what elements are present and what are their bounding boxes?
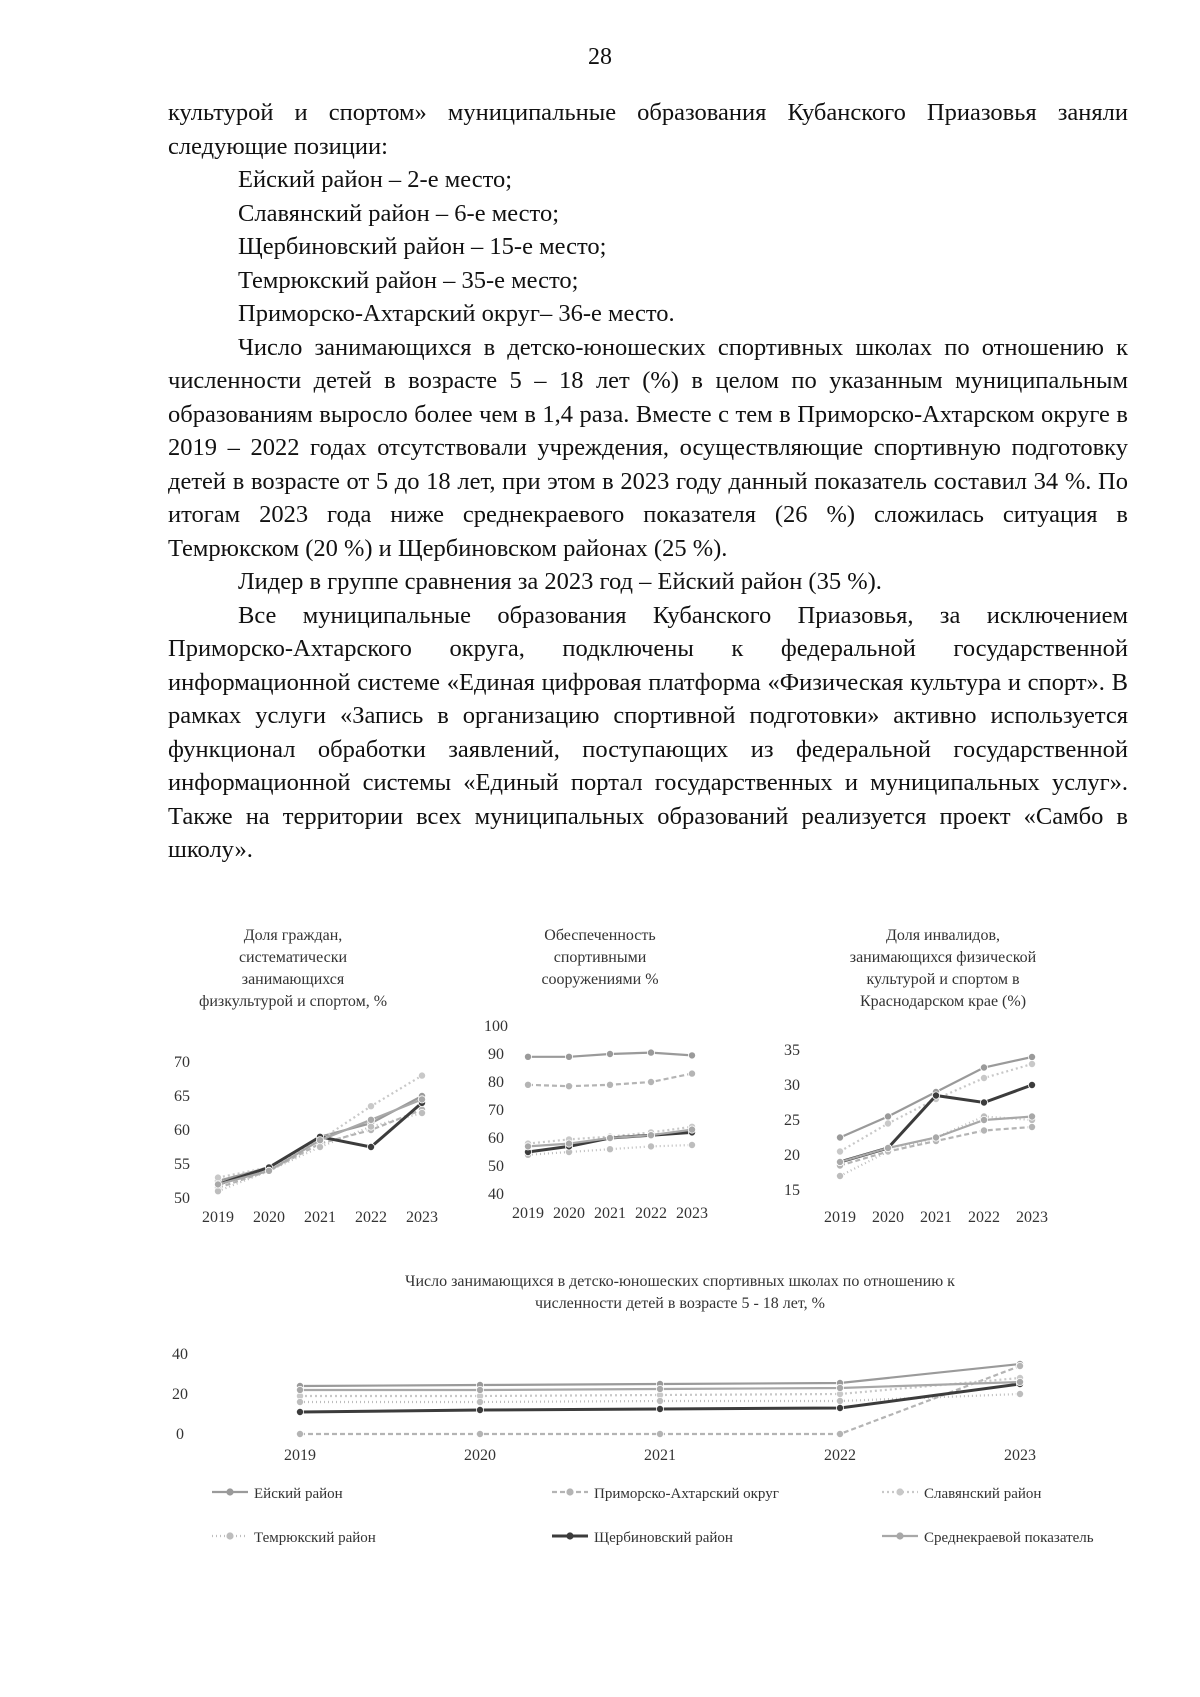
data-point [932,1134,939,1141]
y-tick-label: 55 [174,1156,190,1173]
data-point [836,1134,843,1141]
data-point [980,1064,987,1071]
data-point [884,1113,891,1120]
data-point [884,1144,891,1151]
y-tick-label: 65 [174,1088,190,1105]
data-point [476,1406,483,1413]
data-point [367,1116,374,1123]
series-line [218,1076,422,1178]
chart-title-line: спортивными [553,949,647,966]
y-tick-label: 0 [176,1426,184,1443]
data-point [265,1167,272,1174]
data-point [524,1053,531,1060]
data-point [214,1181,221,1188]
data-point [606,1050,613,1057]
legend-swatch-5 [880,1530,920,1547]
data-point [524,1081,531,1088]
legend-label-2: Славянский район [924,1486,1042,1502]
series-line [840,1127,1032,1166]
legend-swatch-graphic [880,1530,920,1542]
chart-sport-share [160,920,480,1250]
data-point [316,1137,323,1144]
data-point [296,1398,303,1405]
data-point [656,1397,663,1404]
legend-swatch-graphic [880,1486,920,1498]
data-point [214,1174,221,1181]
legend-swatch-0 [210,1486,250,1503]
x-tick-label: 2023 [676,1205,708,1222]
data-point [476,1386,483,1393]
data-point [214,1188,221,1195]
x-tick-label: 2021 [304,1209,336,1226]
data-point [367,1103,374,1110]
x-tick-label: 2022 [635,1205,667,1222]
legend-item-0 [210,1486,343,1503]
legend-swatch-2 [880,1486,920,1503]
data-point [418,1072,425,1079]
data-point [296,1386,303,1393]
legend-swatch-graphic [210,1486,250,1498]
legend-item-2 [880,1486,1041,1503]
y-tick-label: 20 [784,1147,800,1164]
data-point [1016,1378,1023,1385]
data-point [688,1141,695,1148]
legend-swatch-4 [550,1530,590,1547]
chart-title-line: численности детей в возрасте 5 - 18 лет, % [534,1295,826,1312]
x-tick-label: 2019 [824,1209,856,1226]
data-point [647,1049,654,1056]
x-tick-label: 2021 [644,1447,676,1464]
legend-swatch-marker [226,1488,233,1495]
data-point [836,1404,843,1411]
data-point [1028,1060,1035,1067]
data-point [647,1143,654,1150]
y-tick-label: 50 [174,1190,190,1207]
data-point [836,1384,843,1391]
data-point [647,1132,654,1139]
y-tick-label: 40 [172,1346,188,1363]
legend-item-4 [550,1530,733,1547]
legend-swatch-marker [896,1488,903,1495]
y-tick-label: 90 [488,1046,504,1063]
y-tick-label: 80 [488,1074,504,1091]
list-item-4: Темрюкский район – 35-е место; [238,266,579,294]
x-tick-label: 2023 [1004,1447,1036,1464]
data-point [932,1092,939,1099]
y-tick-label: 35 [784,1042,800,1059]
chart-title-line: сооружениями % [541,971,659,988]
data-point [476,1398,483,1405]
paragraph-1: культурой и спортом» муниципальные образования Кубанского Приазовья заняли следующие позиции: [168,99,1128,160]
data-point [565,1083,572,1090]
x-tick-label: 2021 [920,1209,952,1226]
legend-label-0: Ейский район [254,1486,343,1502]
data-point [606,1134,613,1141]
data-point [1016,1362,1023,1369]
legend-swatch-graphic [550,1530,590,1542]
x-tick-label: 2020 [253,1209,285,1226]
data-point [606,1081,613,1088]
data-point [565,1053,572,1060]
chart-title-line: Обеспеченность [544,927,656,944]
x-tick-label: 2023 [406,1209,438,1226]
data-point [688,1070,695,1077]
body-text [168,96,1128,867]
chart-title-line: занимающихся [241,971,345,988]
data-point [296,1430,303,1437]
legend-label-4: Щербиновский район [594,1530,733,1546]
page-number: 28 [588,44,612,70]
list-item-1: Ейский район – 2-е место; [238,166,513,193]
chart-title-line: Доля инвалидов, [886,927,1000,944]
legend-item-5 [880,1530,1094,1547]
y-tick-label: 60 [174,1122,190,1139]
legend-swatch-marker [566,1532,573,1539]
x-tick-label: 2020 [872,1209,904,1226]
y-tick-label: 50 [488,1158,504,1175]
chart-title-line: Краснодарском крае (%) [859,993,1027,1010]
x-tick-label: 2020 [464,1447,496,1464]
chart-title-line: систематически [238,949,348,966]
data-point [418,1096,425,1103]
data-point [836,1148,843,1155]
data-point [980,1127,987,1134]
legend-swatch-marker [566,1488,573,1495]
legend-swatch-1 [550,1486,590,1503]
series-line [218,1113,422,1191]
list-item-3: Щербиновский район – 15-е место; [238,233,607,260]
legend-label-3: Темрюкский район [254,1530,376,1546]
y-tick-label: 40 [488,1186,504,1203]
x-tick-label: 2021 [594,1205,626,1222]
data-point [688,1052,695,1059]
chart-youth-schools [160,1262,1140,1482]
data-point [980,1074,987,1081]
y-tick-label: 25 [784,1112,800,1129]
data-point [656,1385,663,1392]
legend-swatch-graphic [210,1530,250,1542]
y-tick-label: 20 [172,1386,188,1403]
data-point [688,1126,695,1133]
y-tick-label: 15 [784,1182,800,1199]
x-tick-label: 2019 [512,1205,544,1222]
chart-title-line: занимающихся физической [849,949,1037,966]
chart-facilities [484,920,790,1250]
legend-swatch-3 [210,1530,250,1547]
legend-swatch-marker [896,1532,903,1539]
legend-item-1 [550,1486,779,1503]
data-point [1028,1053,1035,1060]
data-point [656,1430,663,1437]
data-point [647,1078,654,1085]
x-tick-label: 2022 [355,1209,387,1226]
data-point [565,1140,572,1147]
paragraph-4: Все муниципальные образования Кубанского Приазовья, за исключением Приморско-Ахтарского округа, подключены к федеральной государственной информационной системе «Единая цифровая платформа «Физическая культура и спорт». В рамках услуги «Запись в организацию спортивной подготовки» активно используется функционал обработки заявлений, поступающих из федеральной государственной информационной системы «Единый портал государственных и муниципальных услуг». Также на территории всех муниципальных образований реализуется проект «Самбо в школу». [168,601,1128,863]
data-point [1028,1113,1035,1120]
y-tick-label: 30 [784,1077,800,1094]
data-point [316,1143,323,1150]
data-point [1016,1390,1023,1397]
data-point [836,1158,843,1165]
data-point [524,1143,531,1150]
legend-item-3 [210,1530,376,1547]
y-tick-label: 70 [174,1054,190,1071]
chart-disabled-share [784,920,1120,1250]
legend-swatch-marker [226,1532,233,1539]
x-tick-label: 2023 [1016,1209,1048,1226]
data-point [980,1116,987,1123]
y-tick-label: 60 [488,1130,504,1147]
data-point [296,1408,303,1415]
data-point [1028,1123,1035,1130]
data-point [656,1405,663,1412]
legend-label-5: Среднекраевой показатель [924,1530,1094,1546]
x-tick-label: 2022 [968,1209,1000,1226]
data-point [367,1123,374,1130]
data-point [418,1109,425,1116]
data-point [476,1430,483,1437]
legend-swatch-graphic [550,1486,590,1498]
chart-title-line: Число занимающихся в детско-юношеских спортивных школах по отношению к [405,1273,955,1290]
data-point [836,1397,843,1404]
chart-title-line: Доля граждан, [243,927,343,944]
x-tick-label: 2019 [202,1209,234,1226]
data-point [980,1099,987,1106]
data-point [836,1172,843,1179]
list-item-5: Приморско-Ахтарский округ– 36-е место. [238,300,675,327]
data-point [1028,1081,1035,1088]
data-point [884,1120,891,1127]
paragraph-3: Лидер в группе сравнения за 2023 год – Ейский район (35 %). [238,568,882,595]
x-tick-label: 2019 [284,1447,316,1464]
chart-title-line: культурой и спортом в [866,971,1020,988]
paragraph-2: Число занимающихся в детско-юношеских спортивных школах по отношению к численности детей в возрасте 5 – 18 лет (%) в целом по указанным муниципальным образованиям выросло более чем в 1,4 раза. Вместе с тем в Приморско-Ахтарском округе в 2019 – 2022 годах отсутствовали учреждения, осуществляющие спортивную подготовку детей в возрасте от 5 до 18 лет, при этом в 2023 году данный показатель составил 34 %. По итогам 2023 года ниже среднекраевого показателя (26 %) сложилась ситуация в Темрюкском (20 %) и Щербиновском районах (25 %). [168,333,1128,562]
chart-title-line: физкультурой и спортом, % [198,993,388,1010]
data-point [836,1430,843,1437]
legend-label-1: Приморско-Ахтарский округ [594,1486,779,1502]
data-point [367,1143,374,1150]
y-tick-label: 70 [488,1102,504,1119]
x-tick-label: 2022 [824,1447,856,1464]
x-tick-label: 2020 [553,1205,585,1222]
y-tick-label: 100 [484,1018,508,1035]
data-point [606,1146,613,1153]
list-item-2: Славянский район – 6-е место; [238,199,560,227]
